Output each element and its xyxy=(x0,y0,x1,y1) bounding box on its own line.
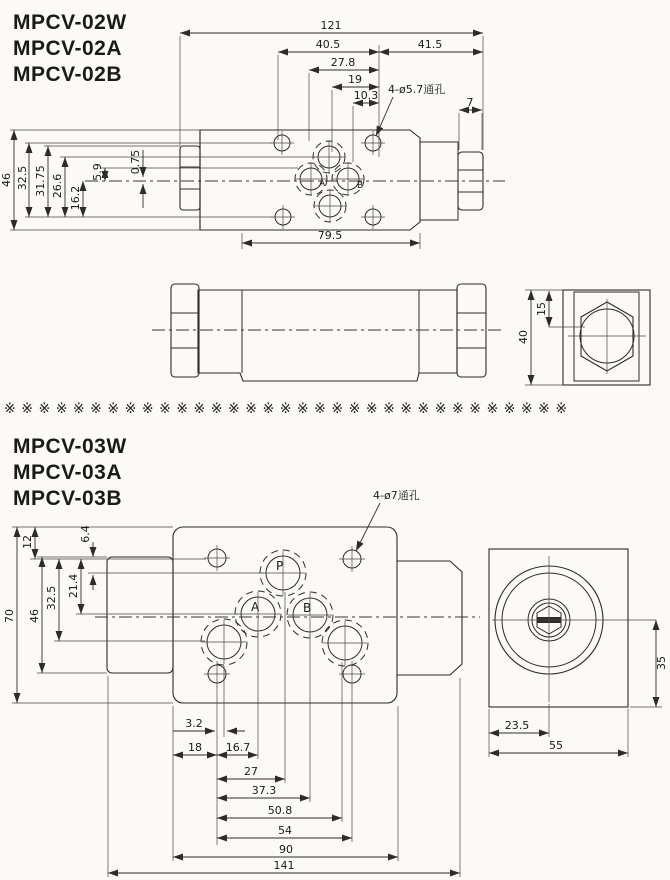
section-divider: ※※※※※※※※※※※※※※※※※※※※※※※※※※※※※※※※※ xyxy=(4,401,573,417)
d02-front-view xyxy=(152,284,502,381)
dim-32-5b: 32.5 xyxy=(45,585,58,611)
port-bottom xyxy=(314,190,346,222)
mpcv03-title-block xyxy=(13,435,127,510)
dim-27: 27 xyxy=(244,765,258,778)
dim-35: 35 xyxy=(655,656,668,670)
dim-50-8: 50.8 xyxy=(267,804,293,817)
model-label: MPCV-03B xyxy=(13,487,123,510)
port-t-right xyxy=(322,620,368,666)
model-label: MPCV-02A xyxy=(13,37,123,60)
d03-dimensions xyxy=(3,525,460,873)
port-t-left xyxy=(201,619,247,665)
dim-12: 12 xyxy=(21,535,34,549)
dim-19: 19 xyxy=(348,73,362,86)
model-label: MPCV-02W xyxy=(13,11,127,34)
dim-3-2: 3.2 xyxy=(185,717,203,730)
model-label: MPCV-03A xyxy=(13,461,123,484)
right-end-block xyxy=(397,561,462,675)
d02-plan-view xyxy=(85,130,505,230)
dim-46: 46 xyxy=(0,173,13,187)
dim-41-5: 41.5 xyxy=(417,38,443,51)
dim-10-3: 10.3 xyxy=(353,89,379,102)
dim-54: 54 xyxy=(278,824,292,837)
hole-note-02: 4-ø5.7通孔 xyxy=(388,83,446,96)
port-b xyxy=(332,163,364,195)
dim-15: 15 xyxy=(535,302,548,316)
dim-46b: 46 xyxy=(28,609,41,623)
dim-37-3: 37.3 xyxy=(251,784,277,797)
end-hex-nut-left xyxy=(180,146,200,210)
dim-121: 121 xyxy=(320,19,342,32)
dim-27-8: 27.8 xyxy=(330,56,356,69)
port-p-label: P xyxy=(276,559,284,573)
dim-55: 55 xyxy=(549,739,563,752)
model-label: MPCV-02B xyxy=(13,63,123,86)
dim-31-75: 31.75 xyxy=(34,165,47,197)
dim-5-9: 5.9 xyxy=(91,163,104,181)
port-b xyxy=(287,592,333,638)
d03-side-view xyxy=(489,549,668,757)
d03-plan-view xyxy=(95,488,480,703)
dim-26-6: 26.6 xyxy=(51,173,64,199)
dim-6-4: 6.4 xyxy=(79,525,92,543)
dim-7: 7 xyxy=(466,96,474,109)
dim-79-5: 79.5 xyxy=(317,229,343,242)
port-top xyxy=(313,141,345,173)
dim-16-7: 16.7 xyxy=(225,741,251,754)
port-b-label: B xyxy=(303,601,312,615)
left-end-block xyxy=(107,557,173,673)
mpcv02-title-block xyxy=(13,11,127,86)
port-a xyxy=(235,591,281,637)
dim-141: 141 xyxy=(273,859,295,872)
port-a-label: A xyxy=(319,179,326,189)
dim-40: 40 xyxy=(517,330,530,344)
dim-40-5: 40.5 xyxy=(315,38,341,51)
port-p xyxy=(260,550,306,596)
port-a-label: A xyxy=(251,600,260,614)
dim-16-2: 16.2 xyxy=(69,185,82,211)
dim-0-75: 0.75 xyxy=(129,149,142,175)
model-label: MPCV-03W xyxy=(13,435,127,458)
port-a xyxy=(295,163,327,195)
dim-70: 70 xyxy=(3,609,16,623)
dim-23-5: 23.5 xyxy=(504,719,530,732)
port-b-label: B xyxy=(357,181,364,191)
front-hex-left xyxy=(171,284,199,377)
front-hex-right xyxy=(457,284,486,377)
dim-32-5: 32.5 xyxy=(16,165,29,191)
hole-note-03: 4-ø7通孔 xyxy=(373,489,420,502)
dim-21-4: 21.4 xyxy=(67,573,80,599)
dim-18: 18 xyxy=(188,741,202,754)
d02-side-view xyxy=(517,290,650,385)
dim-90: 90 xyxy=(279,843,293,856)
